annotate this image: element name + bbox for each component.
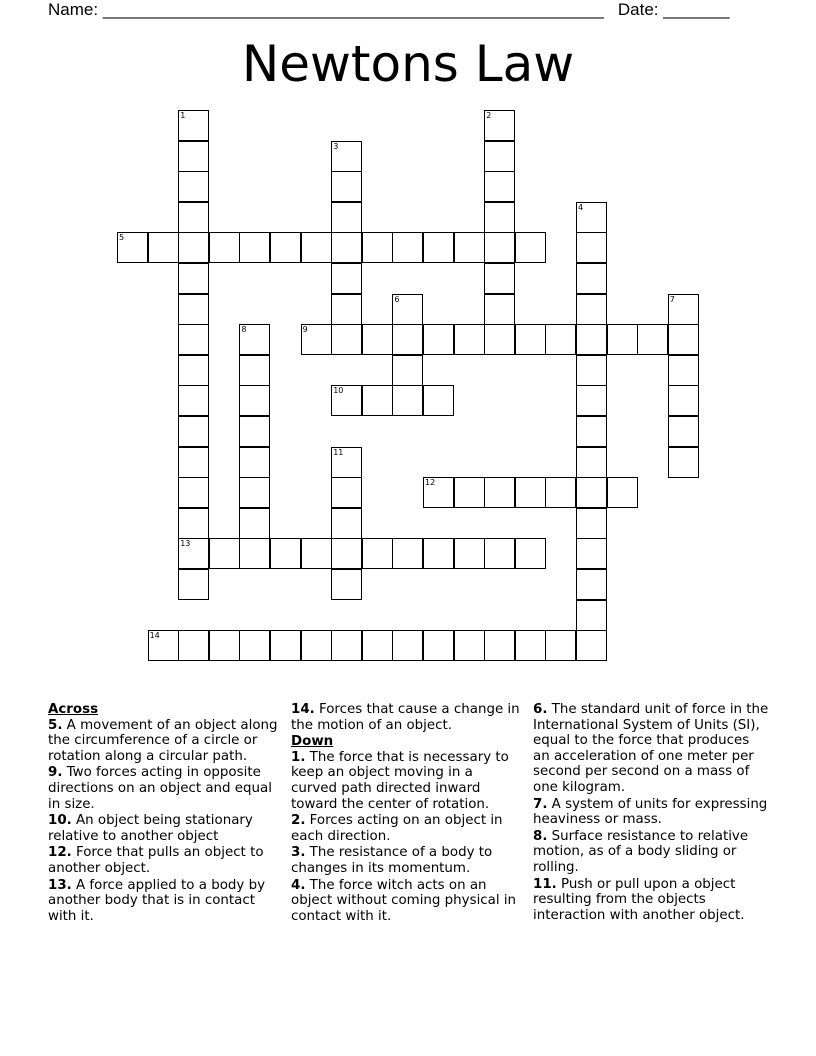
clue-number: 14 xyxy=(149,631,160,641)
clue-number: 7 xyxy=(669,294,675,304)
crossword-cell[interactable] xyxy=(392,294,423,325)
clue-across-10: 10. An object being stationary relative to another object xyxy=(48,813,253,844)
crossword-cell[interactable] xyxy=(607,477,638,508)
clue-across-9: 9. Two forces acting in opposite directions on an object and equal in size. xyxy=(48,765,272,812)
crossword-cell[interactable] xyxy=(454,324,485,355)
crossword-cell[interactable] xyxy=(668,294,699,325)
crossword-cell[interactable] xyxy=(668,385,699,416)
clue-down-4: 4. The force witch acts on an object without coming physical in contact with it. xyxy=(291,877,517,924)
crossword-cell[interactable] xyxy=(362,232,393,263)
down-heading: Down xyxy=(291,734,334,750)
clue-down-6: 6. The standard unit of force in the International System of Units (SI), equal to the force that produces an acceleration of one meter per second per second on a mass of one kilogram. xyxy=(533,702,769,795)
crossword-cell[interactable] xyxy=(576,416,607,447)
crossword-cell[interactable] xyxy=(484,110,515,141)
crossword-cell[interactable] xyxy=(178,294,209,325)
crossword-cell[interactable] xyxy=(607,324,638,355)
crossword-cell[interactable] xyxy=(117,232,148,263)
clue-number: 12 xyxy=(425,478,436,488)
crossword-cell[interactable] xyxy=(392,324,423,355)
crossword-cell[interactable] xyxy=(239,324,270,355)
clue-number: 6 xyxy=(394,294,400,304)
clue-down-2: 2. Forces acting on an object in each direction. xyxy=(291,813,503,844)
crossword-cell[interactable] xyxy=(545,477,576,508)
crossword-cell[interactable] xyxy=(239,385,270,416)
crossword-cell[interactable] xyxy=(576,508,607,539)
crossword-cell[interactable] xyxy=(576,263,607,294)
crossword-cell[interactable] xyxy=(454,538,485,569)
crossword-cell[interactable] xyxy=(576,630,607,661)
crossword-cell[interactable] xyxy=(301,232,332,263)
crossword-cell[interactable] xyxy=(668,416,699,447)
crossword-cell[interactable] xyxy=(576,294,607,325)
crossword-cell[interactable] xyxy=(423,385,454,416)
clue-number: 4 xyxy=(578,202,584,212)
crossword-cell[interactable] xyxy=(515,538,546,569)
crossword-cell[interactable] xyxy=(484,324,515,355)
crossword-cell[interactable] xyxy=(576,447,607,478)
clue-number: 2 xyxy=(486,111,492,120)
crossword-cell[interactable] xyxy=(392,232,423,263)
crossword-cell[interactable] xyxy=(484,171,515,202)
crossword-cell[interactable] xyxy=(576,385,607,416)
crossword-cell[interactable] xyxy=(239,355,270,386)
crossword-cell[interactable] xyxy=(668,355,699,386)
crossword-cell[interactable] xyxy=(331,630,362,661)
crossword-cell[interactable] xyxy=(331,569,362,600)
crossword-cell[interactable] xyxy=(178,232,209,263)
crossword-cell[interactable] xyxy=(362,538,393,569)
crossword-cell[interactable] xyxy=(331,294,362,325)
crossword-cell[interactable] xyxy=(515,324,546,355)
crossword-cell[interactable] xyxy=(178,385,209,416)
crossword-cell[interactable] xyxy=(545,324,576,355)
crossword-cell[interactable] xyxy=(484,630,515,661)
crossword-cell[interactable] xyxy=(148,630,179,661)
crossword-cell[interactable] xyxy=(331,202,362,233)
clue-across-5: 5. A movement of an object along the circumference of a circle or rotation along a circular path. xyxy=(48,717,278,764)
crossword-cell[interactable] xyxy=(270,232,301,263)
page-title: Newtons Law xyxy=(241,35,575,93)
crossword-cell[interactable] xyxy=(484,141,515,172)
clue-down-11: 11. Push or pull upon a object resulting from the objects interaction with another object. xyxy=(533,876,745,923)
clue-across-12: 12. Force that pulls an object to another object. xyxy=(48,845,264,876)
crossword-cell[interactable] xyxy=(270,630,301,661)
across-heading: Across xyxy=(48,702,99,717)
crossword-cell[interactable] xyxy=(178,416,209,447)
clues-column-3 xyxy=(533,702,769,924)
crossword-cell[interactable] xyxy=(515,630,546,661)
crossword-cell[interactable] xyxy=(454,630,485,661)
clue-number: 3 xyxy=(333,141,339,151)
crossword-cell[interactable] xyxy=(331,508,362,539)
crossword-cell[interactable] xyxy=(270,538,301,569)
crossword-cell[interactable] xyxy=(576,232,607,263)
crossword-cell[interactable] xyxy=(576,202,607,233)
crossword-cell[interactable] xyxy=(576,538,607,569)
crossword-cell[interactable] xyxy=(454,232,485,263)
crossword-cell[interactable] xyxy=(178,477,209,508)
crossword-cell[interactable] xyxy=(148,232,179,263)
crossword-cell[interactable] xyxy=(331,447,362,478)
crossword-cell[interactable] xyxy=(209,232,240,263)
crossword-cell[interactable] xyxy=(178,508,209,539)
crossword-cell[interactable] xyxy=(392,630,423,661)
crossword-cell[interactable] xyxy=(423,538,454,569)
crossword-cell[interactable] xyxy=(484,477,515,508)
crossword-cell[interactable] xyxy=(484,263,515,294)
crossword-cell[interactable] xyxy=(331,385,362,416)
crossword-cell[interactable] xyxy=(331,477,362,508)
crossword-cell[interactable] xyxy=(178,110,209,141)
crossword-cell[interactable] xyxy=(576,477,607,508)
clue-across-14: 14. Forces that cause a change in the motion of an object. xyxy=(291,702,520,733)
crossword-cell[interactable] xyxy=(239,477,270,508)
crossword-cell[interactable] xyxy=(362,630,393,661)
crossword-cell[interactable] xyxy=(484,232,515,263)
clue-across-13: 13. A force applied to a body by another body that is in contact with it. xyxy=(48,877,265,924)
clue-number: 8 xyxy=(241,325,247,335)
name-label: Name: _____________________________________________________ xyxy=(48,0,604,19)
crossword-cell[interactable] xyxy=(331,232,362,263)
crossword-cell[interactable] xyxy=(362,385,393,416)
crossword-cell[interactable] xyxy=(239,538,270,569)
clue-number: 11 xyxy=(333,447,344,457)
crossword-cell[interactable] xyxy=(239,447,270,478)
crossword-cell[interactable] xyxy=(239,508,270,539)
crossword-cell[interactable] xyxy=(362,324,393,355)
crossword-cell[interactable] xyxy=(484,538,515,569)
crossword-cell[interactable] xyxy=(331,324,362,355)
crossword-cell[interactable] xyxy=(545,630,576,661)
crossword-cell[interactable] xyxy=(178,569,209,600)
clues-column-1 xyxy=(48,702,280,925)
clue-down-1: 1. The force that is necessary to keep an object moving in a curved path directed inward toward the center of rotation. xyxy=(291,749,509,812)
crossword-cell[interactable] xyxy=(454,477,485,508)
crossword-cell[interactable] xyxy=(301,538,332,569)
crossword-cell[interactable] xyxy=(209,538,240,569)
clue-number: 5 xyxy=(119,233,125,243)
clue-number: 9 xyxy=(302,325,308,335)
crossword-cell[interactable] xyxy=(209,630,240,661)
crossword-cell[interactable] xyxy=(178,630,209,661)
crossword-cell[interactable] xyxy=(484,294,515,325)
clue-number: 10 xyxy=(333,386,344,396)
date-label: Date: _______ xyxy=(617,0,730,19)
clue-down-3: 3. The resistance of a body to changes in its momentum. xyxy=(291,845,493,876)
clue-number: 1 xyxy=(180,111,186,120)
clue-number: 13 xyxy=(180,539,191,549)
crossword-cell[interactable] xyxy=(239,232,270,263)
clues-column-2 xyxy=(291,702,523,925)
crossword-cell[interactable] xyxy=(668,324,699,355)
crossword-cell[interactable] xyxy=(392,385,423,416)
crossword-cell[interactable] xyxy=(423,477,454,508)
crossword-cell[interactable] xyxy=(178,263,209,294)
crossword-cell[interactable] xyxy=(178,202,209,233)
crossword-cell[interactable] xyxy=(392,355,423,386)
crossword-cell[interactable] xyxy=(637,324,668,355)
crossword-cell[interactable] xyxy=(423,324,454,355)
crossword-cell[interactable] xyxy=(576,600,607,631)
crossword-cell[interactable] xyxy=(576,569,607,600)
crossword-cell[interactable] xyxy=(515,232,546,263)
crossword-cell[interactable] xyxy=(576,324,607,355)
crossword-cell[interactable] xyxy=(423,630,454,661)
crossword-cell[interactable] xyxy=(301,630,332,661)
clue-down-7: 7. A system of units for expressing heaviness or mass. xyxy=(533,796,768,828)
crossword-cell[interactable] xyxy=(178,171,209,202)
crossword-cell[interactable] xyxy=(178,538,209,569)
crossword-cell[interactable] xyxy=(515,477,546,508)
crossword-cell[interactable] xyxy=(331,141,362,172)
crossword-cell[interactable] xyxy=(331,263,362,294)
crossword-cell[interactable] xyxy=(178,447,209,478)
crossword-cell[interactable] xyxy=(576,355,607,386)
crossword-cell[interactable] xyxy=(178,355,209,386)
crossword-cell[interactable] xyxy=(178,324,209,355)
crossword-cell[interactable] xyxy=(239,630,270,661)
crossword-cell[interactable] xyxy=(331,171,362,202)
crossword-cell[interactable] xyxy=(668,447,699,478)
crossword-cell[interactable] xyxy=(331,538,362,569)
crossword-cell[interactable] xyxy=(484,202,515,233)
crossword-cell[interactable] xyxy=(239,416,270,447)
crossword-cell[interactable] xyxy=(423,232,454,263)
crossword-cell[interactable] xyxy=(392,538,423,569)
crossword-cell[interactable] xyxy=(178,141,209,172)
clue-down-8: 8. Surface resistance to relative motion, as of a body sliding or rolling. xyxy=(533,828,749,875)
crossword-cell[interactable] xyxy=(301,324,332,355)
